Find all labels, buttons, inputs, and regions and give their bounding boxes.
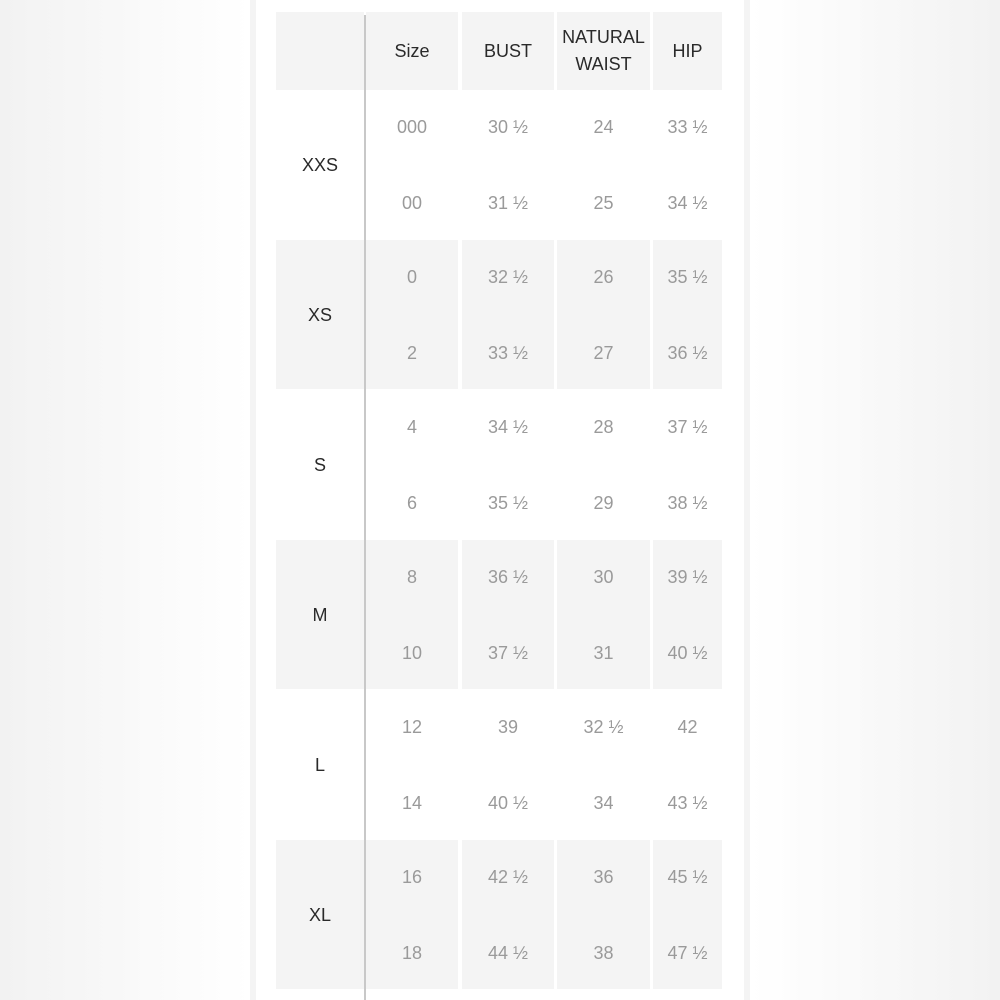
measurement-bust-cell: 35 ½ — [487, 492, 529, 513]
header-hip: HIP — [653, 12, 722, 90]
measurement-waist-cell: 26 — [593, 266, 614, 287]
size-group-label: M — [312, 604, 328, 625]
size-group-s — [276, 390, 726, 540]
measurement-hip-cell: 33 ½ — [667, 116, 708, 137]
measurement-hip-cell: 35 ½ — [667, 266, 708, 287]
measurement-hip-cell: 39 ½ — [667, 566, 708, 587]
measurement-waist-cell: 38 — [593, 942, 614, 963]
measurement-bust-cell: 40 ½ — [487, 792, 529, 813]
measurement-waist-cell: 25 — [593, 192, 614, 213]
header-waist-line1: NATURAL — [562, 27, 645, 47]
table-header-row — [276, 12, 726, 90]
header-waist-line2: WAIST — [575, 54, 632, 74]
measurement-size-cell: 00 — [401, 192, 423, 213]
size-group-label: S — [313, 454, 326, 475]
measurement-bust-cell: 36 ½ — [487, 566, 529, 587]
measurement-bust-cell: 30 ½ — [487, 116, 529, 137]
measurement-bust-cell: 39 — [497, 716, 519, 737]
size-group-xs — [276, 240, 726, 390]
measurement-hip-cell: 38 ½ — [667, 492, 708, 513]
measurement-size-cell: 8 — [406, 566, 417, 587]
measurement-bust-cell: 33 ½ — [487, 342, 529, 363]
size-group-label: XS — [307, 304, 332, 325]
measurement-hip-cell: 37 ½ — [667, 416, 708, 437]
measurement-bust-cell: 32 ½ — [487, 266, 529, 287]
measurement-hip-cell: 45 ½ — [667, 866, 708, 887]
measurement-size-cell: 2 — [406, 342, 417, 363]
size-group-m — [276, 540, 726, 690]
measurement-waist-cell: 34 — [593, 792, 614, 813]
header-bust: BUST — [462, 12, 554, 90]
size-group-label: XL — [308, 904, 332, 925]
size-group-xl — [276, 840, 726, 990]
measurement-waist-cell: 36 — [593, 866, 614, 887]
measurement-hip-cell: 43 ½ — [667, 792, 708, 813]
measurement-waist-cell: 30 — [593, 566, 614, 587]
measurement-waist-cell: 29 — [593, 492, 614, 513]
measurement-waist-cell: 24 — [593, 116, 614, 137]
measurement-waist-cell: 32 ½ — [583, 716, 624, 737]
header-natural-waist — [557, 12, 650, 90]
measurement-hip-cell: 47 ½ — [667, 942, 708, 963]
measurement-size-cell: 14 — [401, 792, 423, 813]
measurement-bust-cell: 44 ½ — [487, 942, 529, 963]
measurement-size-cell: 18 — [401, 942, 423, 963]
measurement-hip-cell: 40 ½ — [667, 642, 708, 663]
measurement-bust-cell: 37 ½ — [487, 642, 529, 663]
size-chart-table — [276, 12, 726, 1000]
measurement-hip-cell: 34 ½ — [667, 192, 708, 213]
measurement-bust-cell: 42 ½ — [487, 866, 529, 887]
measurement-size-cell: 4 — [406, 416, 417, 437]
measurement-size-cell: 10 — [401, 642, 423, 663]
background-left — [0, 0, 250, 1000]
size-group-xxs — [276, 90, 726, 240]
measurement-hip-cell: 42 — [677, 716, 698, 737]
measurement-bust-cell: 34 ½ — [487, 416, 529, 437]
background-right — [750, 0, 1000, 1000]
measurement-hip-cell: 36 ½ — [667, 342, 708, 363]
size-group-label: L — [314, 754, 325, 775]
measurement-size-cell: 6 — [406, 492, 417, 513]
size-group-l — [276, 690, 726, 840]
header-size: Size — [366, 12, 458, 90]
measurement-size-cell: 16 — [401, 866, 423, 887]
measurement-waist-cell: 28 — [593, 416, 614, 437]
measurement-size-cell: 0 — [406, 266, 417, 287]
measurement-waist-cell: 31 — [593, 642, 614, 663]
size-group-label: XXS — [301, 154, 339, 175]
measurement-waist-cell: 27 — [593, 342, 614, 363]
measurement-bust-cell: 31 ½ — [487, 192, 529, 213]
measurement-size-cell: 000 — [396, 116, 428, 137]
measurement-size-cell: 12 — [401, 716, 423, 737]
column-divider — [364, 15, 366, 1000]
header-blank-cell — [276, 12, 364, 90]
